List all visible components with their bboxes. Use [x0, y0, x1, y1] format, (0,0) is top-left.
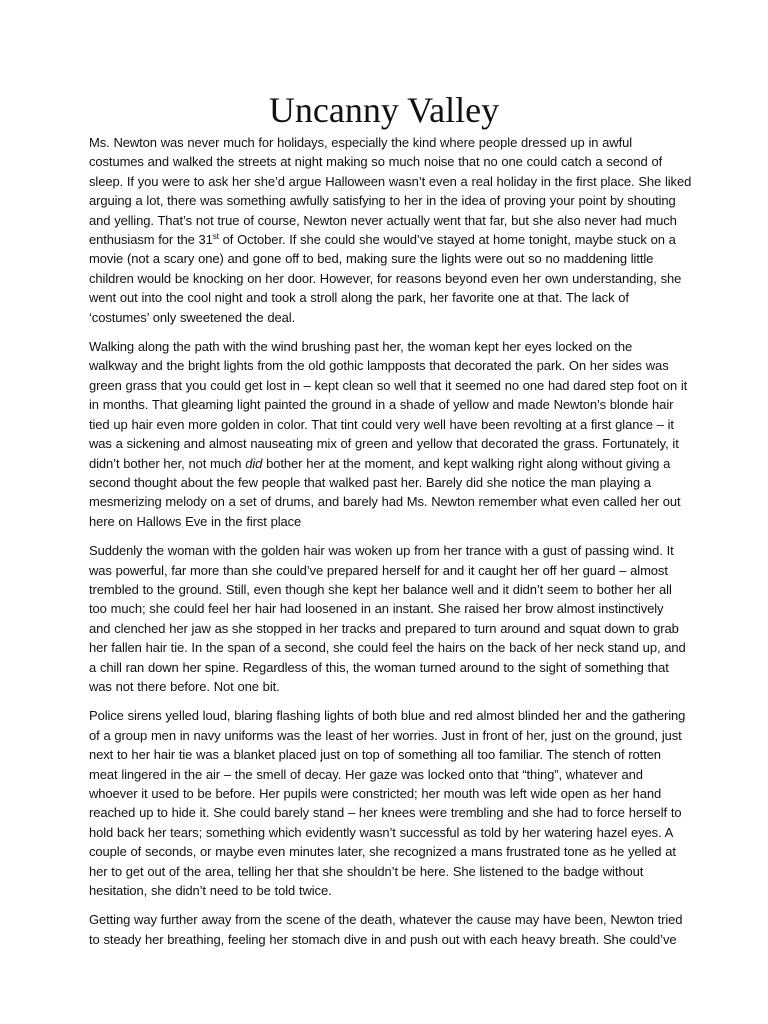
text-line: her fallen hair tie. In the span of a second, she could feel the hairs on the back of her neck stand up, and: [89, 640, 686, 656]
text-line: to steady her breathing, feeling her stomach dive in and push out with each heavy breath. She could’ve: [89, 931, 677, 947]
text-line: sleep. If you were to ask her she’d argue Halloween wasn’t even a real holiday in the first place. She liked: [89, 173, 692, 189]
text-line: ‘costumes’ only sweetened the deal.: [89, 309, 296, 325]
text-line: children would be knocking on her door. However, for reasons beyond even her own understanding, she: [89, 270, 682, 286]
text-line: of a group men in navy uniforms was the least of her worries. Just in front of her, just on the ground, just: [89, 727, 682, 743]
text-line: meat lingered in the air – the smell of decay. Her gaze was locked onto that “thing”, whatever and: [89, 766, 643, 782]
text-run: of October. If she could she would’ve stayed at home tonight, maybe stuck on a: [218, 232, 676, 248]
text-line: second thought about the few people that walked past her. Barely did she notice the man playing a: [89, 474, 652, 490]
text-line: tied up hair even more golden in color. That tint could very well have been revolting at a first glance – it: [89, 416, 674, 432]
ordinal-superscript: st: [212, 232, 219, 242]
text-line: a chill ran down her spine. Regardless of this, the woman turned around to the sight of something that: [89, 659, 669, 675]
text-line: whoever it used to be before. Her pupils were constricted; her mouth was left wide open as her hand: [89, 786, 662, 801]
text-line: Getting way further away from the scene of the death, whatever the cause may have been, Newton tried: [89, 912, 683, 928]
text-line: Ms. Newton was never much for holidays, especially the kind where people dressed up in awful: [89, 135, 633, 150]
text-line: hesitation, she didn’t need to be told twice.: [89, 883, 332, 899]
text-line: next to her hair tie was a blanket placed just on top of something all too familiar. The stench of rotten: [89, 747, 661, 763]
text-line: [89, 454, 689, 473]
text-line: costumes and walked the streets at night making so much noise that no one could catch a second of: [89, 154, 663, 170]
text-line: and yelling. That’s not true of course, Newton never actually went that far, but she also never had much: [89, 212, 677, 228]
paragraph-5: [89, 910, 689, 949]
text-line: [89, 230, 689, 249]
text-line: arguing a lot, there was something awfully satisfying to her in the idea of proving your point by shouting: [89, 193, 676, 209]
text-line: was not there before. Not one bit.: [89, 678, 280, 694]
emphasis-text: did: [245, 455, 263, 471]
paragraph-1: [89, 133, 692, 327]
paragraph-4: [89, 706, 689, 900]
text-line: here on Hallows Eve in the first place: [89, 513, 302, 529]
text-run: bother her at the moment, and kept walking right along without giving a: [262, 455, 671, 471]
text-line: hold back her tears; something which evidently wasn’t successful as told by her watering hazel eyes. A: [89, 824, 674, 840]
paragraph-3: [89, 541, 689, 696]
text-line: went out into the cool night and took a stroll along the park, her favorite one at that. The lack of: [89, 290, 629, 306]
text-line: was a sickening and almost nauseating mix of green and yellow that decorated the grass. Fortunately, it: [89, 436, 679, 452]
text-line: walkway and the bright lights from the old gothic lampposts that decorated the park. On her sides was: [89, 358, 669, 374]
text-line: in months. That gleaming light painted the ground in a shade of yellow and made Newton’s blonde hair: [89, 397, 674, 413]
text-line: mesmerizing melody on a set of drums, and barely had Ms. Newton remember what even called her out: [89, 494, 681, 510]
text-line: Police sirens yelled loud, blaring flashing lights of both blue and red almost blinded her and the gathering: [89, 708, 686, 724]
text-run: didn’t bother her, not much: [89, 455, 246, 471]
text-line: trembled to the ground. Still, even though she kept her balance well and it didn’t seem to bother her all: [89, 581, 672, 597]
paragraph-2: [89, 337, 689, 531]
text-line: too much; she could feel her hair had loosened in an instant. She raised her brow almost instinctively: [89, 601, 664, 617]
text-line: Suddenly the woman with the golden hair was woken up from her trance with a gust of passing wind. It: [89, 543, 674, 559]
text-line: movie (not a scary one) and gone off to bed, making sure the lights were out so no maddening little: [89, 251, 654, 267]
document-body: [89, 133, 692, 949]
text-line: couple of seconds, or maybe even minutes later, she recognized a mans frustrated tone as he yelled at: [89, 844, 676, 860]
text-run: enthusiasm for the 31: [89, 232, 213, 248]
text-line: reached up to hide it. She could barely stand – her knees were trembling and she had to force herself to: [89, 805, 682, 821]
document-title: Uncanny Valley: [268, 90, 500, 130]
text-line: was powerful, far more than she could’ve prepared herself for and it caught her off her guard – almost: [89, 562, 668, 578]
text-line: her to get out of the area, telling her that she shouldn’t be here. She listened to the badge without: [89, 863, 644, 879]
text-line: and clenched her jaw as she stopped in her tracks and prepared to turn around and squat down to grab: [89, 620, 679, 636]
text-line: green grass that you could get lost in – kept clean so well that it seemed no one had dared step foot on it: [89, 377, 688, 393]
text-line: Walking along the path with the wind brushing past her, the woman kept her eyes locked on the: [89, 339, 633, 355]
